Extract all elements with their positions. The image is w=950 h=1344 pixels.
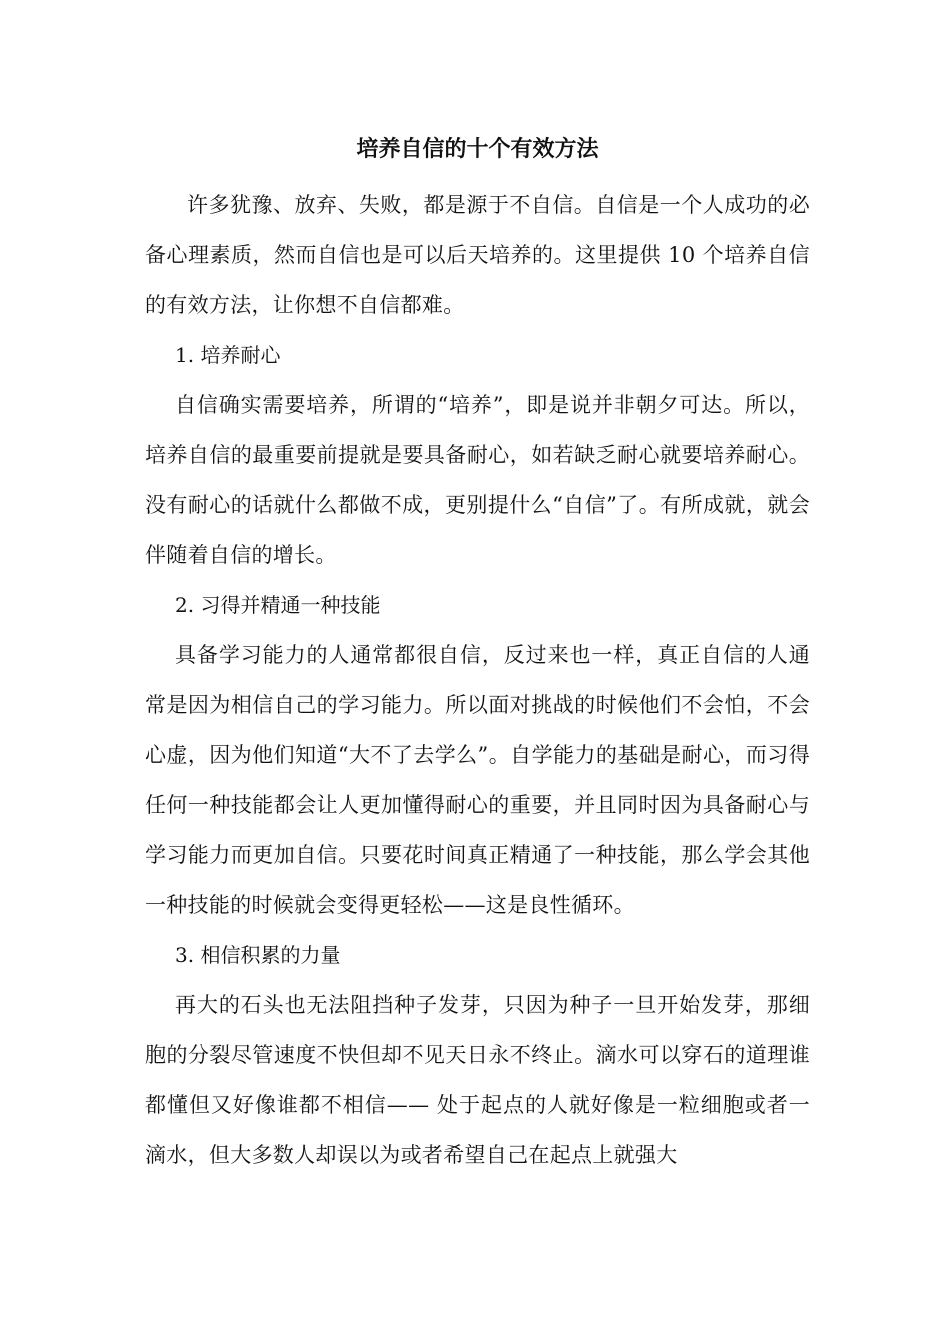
document-page	[145, 130, 810, 1180]
section-body-3: 再大的石头也无法阻挡种子发芽，只因为种子一旦开始发芽，那细胞的分裂尽管速度不快但却不见天日永不终止。滴水可以穿石的道理谁都懂但又好像谁都不相信—— 处于起点的人就好像是一粒细胞或者一滴水，但大多数人却误以为或者希望自己在起点上就强大	[145, 993, 810, 1167]
section-heading-2: 2. 习得并精通一种技能	[175, 593, 381, 617]
section-body-1: 自信确实需要培养，所谓的“培养”，即是说并非朝夕可达。所以，培养自信的最重要前提就是要具备耐心，如若缺乏耐心就要培养耐心。没有耐心的话就什么都做不成，更别提什么“自信”了。有所成就，就会伴随着自信的增长。	[145, 393, 810, 567]
document-title: 培养自信的十个有效方法	[356, 137, 599, 162]
section-heading-1: 1. 培养耐心	[175, 343, 281, 367]
section-heading-3: 3. 相信积累的力量	[175, 943, 341, 967]
intro-paragraph: 许多犹豫、放弃、失败，都是源于不自信。自信是一个人成功的必备心理素质，然而自信也是可以后天培养的。这里提供 10 个培养自信的有效方法，让你想不自信都难。	[145, 193, 810, 317]
section-body-2: 具备学习能力的人通常都很自信，反过来也一样，真正自信的人通常是因为相信自己的学习能力。所以面对挑战的时候他们不会怕，不会心虚，因为他们知道“大不了去学么”。自学能力的基础是耐心，而习得任何一种技能都会让人更加懂得耐心的重要，并且同时因为具备耐心与学习能力而更加自信。只要花时间真正精通了一种技能，那么学会其他一种技能的时候就会变得更轻松——这是良性循环。	[145, 643, 810, 917]
